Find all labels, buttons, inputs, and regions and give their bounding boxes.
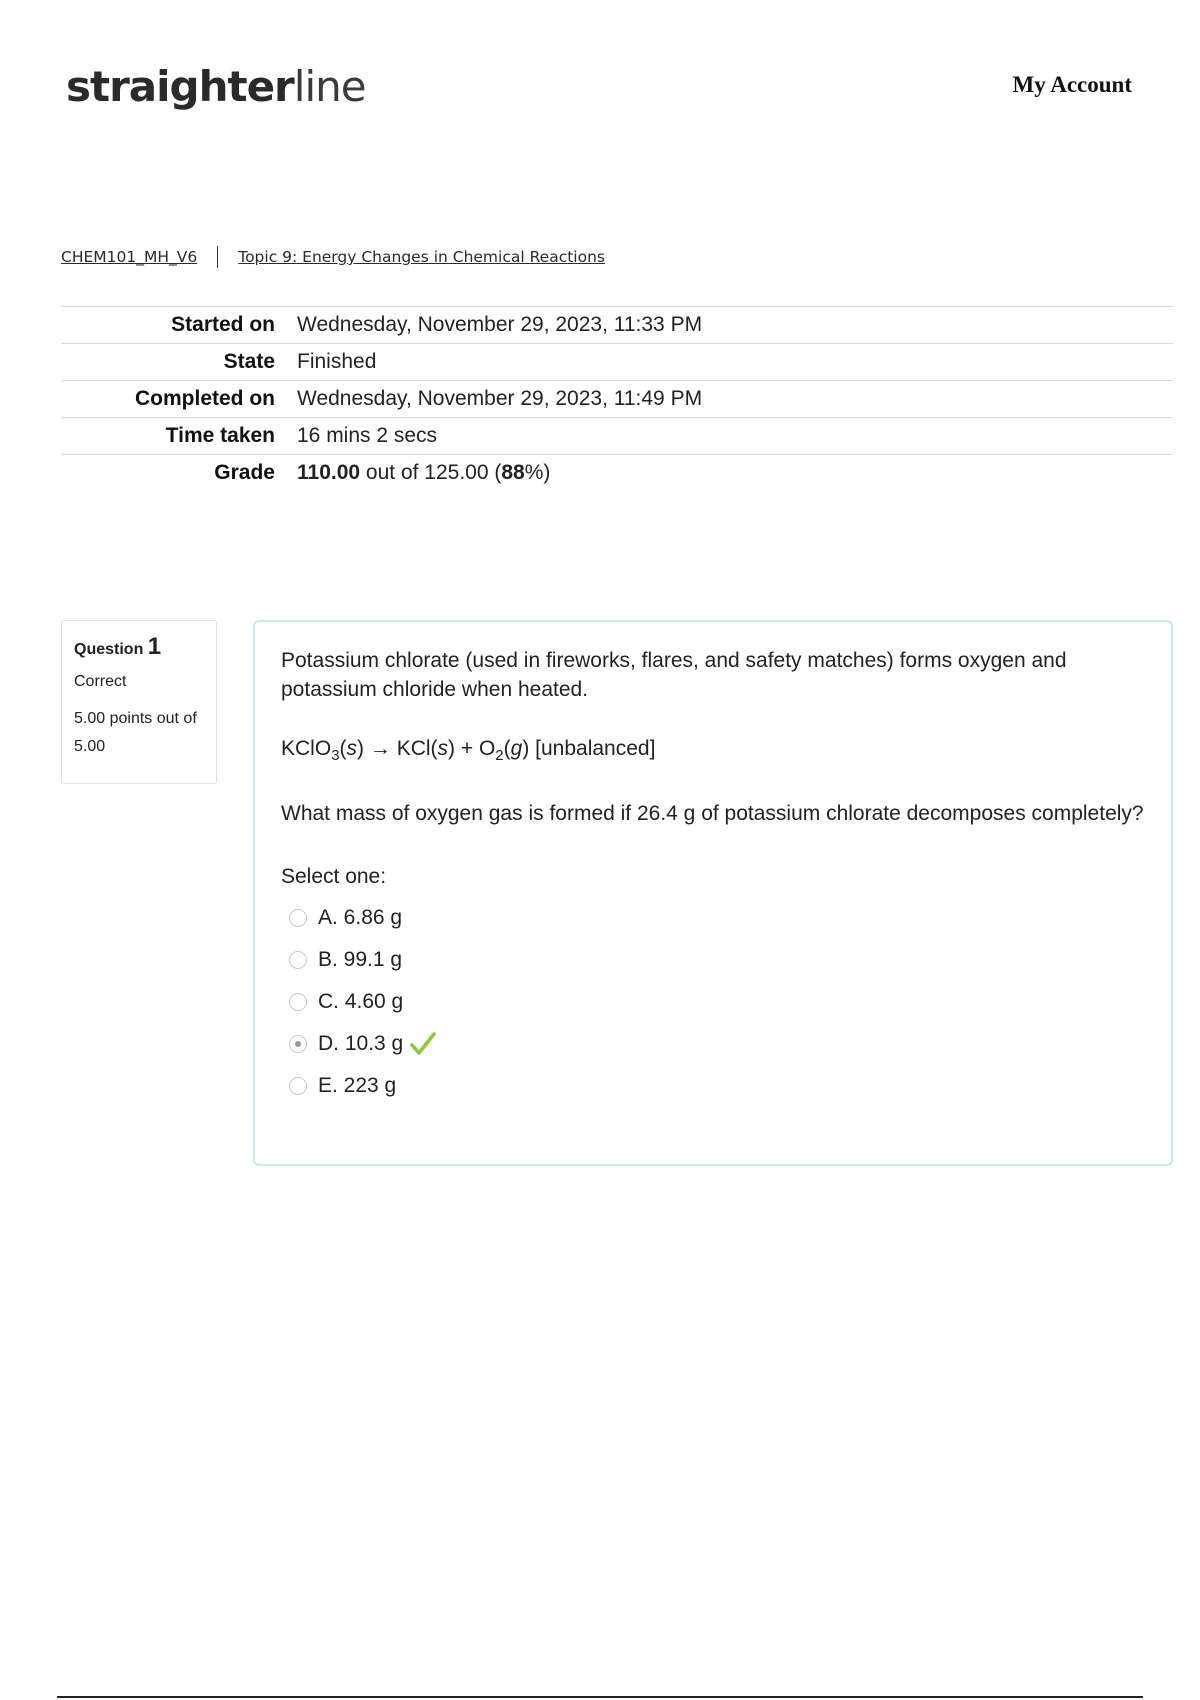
answer-option-c[interactable]	[289, 981, 1145, 1023]
answer-label-c: C. 4.60 g	[318, 990, 404, 1013]
started-on-label: Started on	[171, 313, 275, 336]
eq-kclo: KClO	[281, 737, 332, 760]
answer-radio-d[interactable]	[289, 1035, 307, 1053]
completed-on-value: Wednesday, November 29, 2023, 11:49 PM	[297, 387, 703, 410]
grade-suffix: %)	[524, 461, 551, 484]
answer-label-a: A. 6.86 g	[318, 906, 403, 929]
eq-state-g: (g)	[503, 737, 530, 760]
question-prompt: What mass of oxygen gas is formed if 26.4 g of potassium chlorate decomposes completely?	[281, 802, 1144, 825]
summary-row-completed	[61, 381, 1173, 418]
eq-italic-g: g	[510, 737, 523, 760]
checkmark-icon	[409, 1030, 437, 1058]
chemical-equation	[281, 734, 1145, 763]
eq-italic-s2: s	[437, 737, 449, 760]
answer-options	[289, 897, 1145, 1107]
grade-out-of: out of 125.00 (	[360, 461, 502, 484]
answer-label-d: D. 10.3 g	[318, 1032, 404, 1055]
eq-plus-o: ) + O	[448, 737, 496, 760]
time-taken-value: 16 mins 2 secs	[297, 424, 438, 447]
answer-label-b: B. 99.1 g	[318, 948, 403, 971]
logo-text-strong: straighter	[66, 62, 294, 111]
grade-percent: 88	[501, 461, 525, 484]
eq-italic-s1: s	[346, 737, 358, 760]
question-label: Question	[74, 641, 144, 658]
breadcrumb	[61, 246, 605, 268]
breadcrumb-course-link[interactable]: CHEM101_MH_V6	[61, 248, 198, 266]
question-number	[74, 633, 204, 661]
question-state: Correct	[74, 673, 127, 690]
eq-subscript-2: 2	[495, 747, 504, 764]
eq-state-s1: (s)	[339, 737, 365, 760]
eq-subscript-3: 3	[331, 747, 340, 764]
question-content	[253, 620, 1173, 1166]
answer-option-e[interactable]	[289, 1065, 1145, 1107]
answer-option-a[interactable]	[289, 897, 1145, 939]
attempt-summary-table	[61, 306, 1173, 491]
question-number-value: 1	[147, 633, 162, 660]
page-header	[62, 50, 1132, 130]
grade-value	[297, 455, 1173, 492]
logo-text-light: line	[293, 62, 366, 111]
page-bottom-divider	[57, 1696, 1143, 1698]
completed-on-label: Completed on	[135, 387, 275, 410]
started-on-value: Wednesday, November 29, 2023, 11:33 PM	[297, 313, 703, 336]
answer-radio-a[interactable]	[289, 909, 307, 927]
answer-label-e: E. 223 g	[318, 1074, 397, 1097]
state-value: Finished	[297, 350, 377, 373]
time-taken-label: Time taken	[165, 424, 275, 447]
question-intro: Potassium chlorate (used in fireworks, flares, and safety matches) forms oxygen and potassium chloride when heated.	[281, 649, 1067, 701]
answer-option-b[interactable]	[289, 939, 1145, 981]
summary-row-started	[61, 307, 1173, 344]
answer-radio-e[interactable]	[289, 1077, 307, 1095]
breadcrumb-separator	[217, 246, 218, 268]
breadcrumb-topic-link[interactable]: Topic 9: Energy Changes in Chemical Reactions	[238, 248, 605, 266]
grade-score: 110.00	[297, 461, 361, 484]
my-account-link[interactable]: My Account	[1012, 72, 1132, 97]
summary-row-grade	[61, 455, 1173, 492]
answer-radio-b[interactable]	[289, 951, 307, 969]
summary-row-state	[61, 344, 1173, 381]
eq-arrow: → KCl(	[364, 737, 438, 760]
eq-note: [unbalanced]	[529, 737, 656, 760]
straighterline-logo[interactable]	[66, 62, 366, 111]
select-one-label: Select one:	[281, 865, 387, 888]
question-info-panel	[61, 620, 217, 784]
question-grade: 5.00 points out of 5.00	[74, 710, 197, 755]
answer-option-d[interactable]	[289, 1023, 1145, 1065]
state-label: State	[223, 350, 275, 373]
grade-label: Grade	[214, 461, 275, 484]
summary-row-time	[61, 418, 1173, 455]
answer-radio-c[interactable]	[289, 993, 307, 1011]
